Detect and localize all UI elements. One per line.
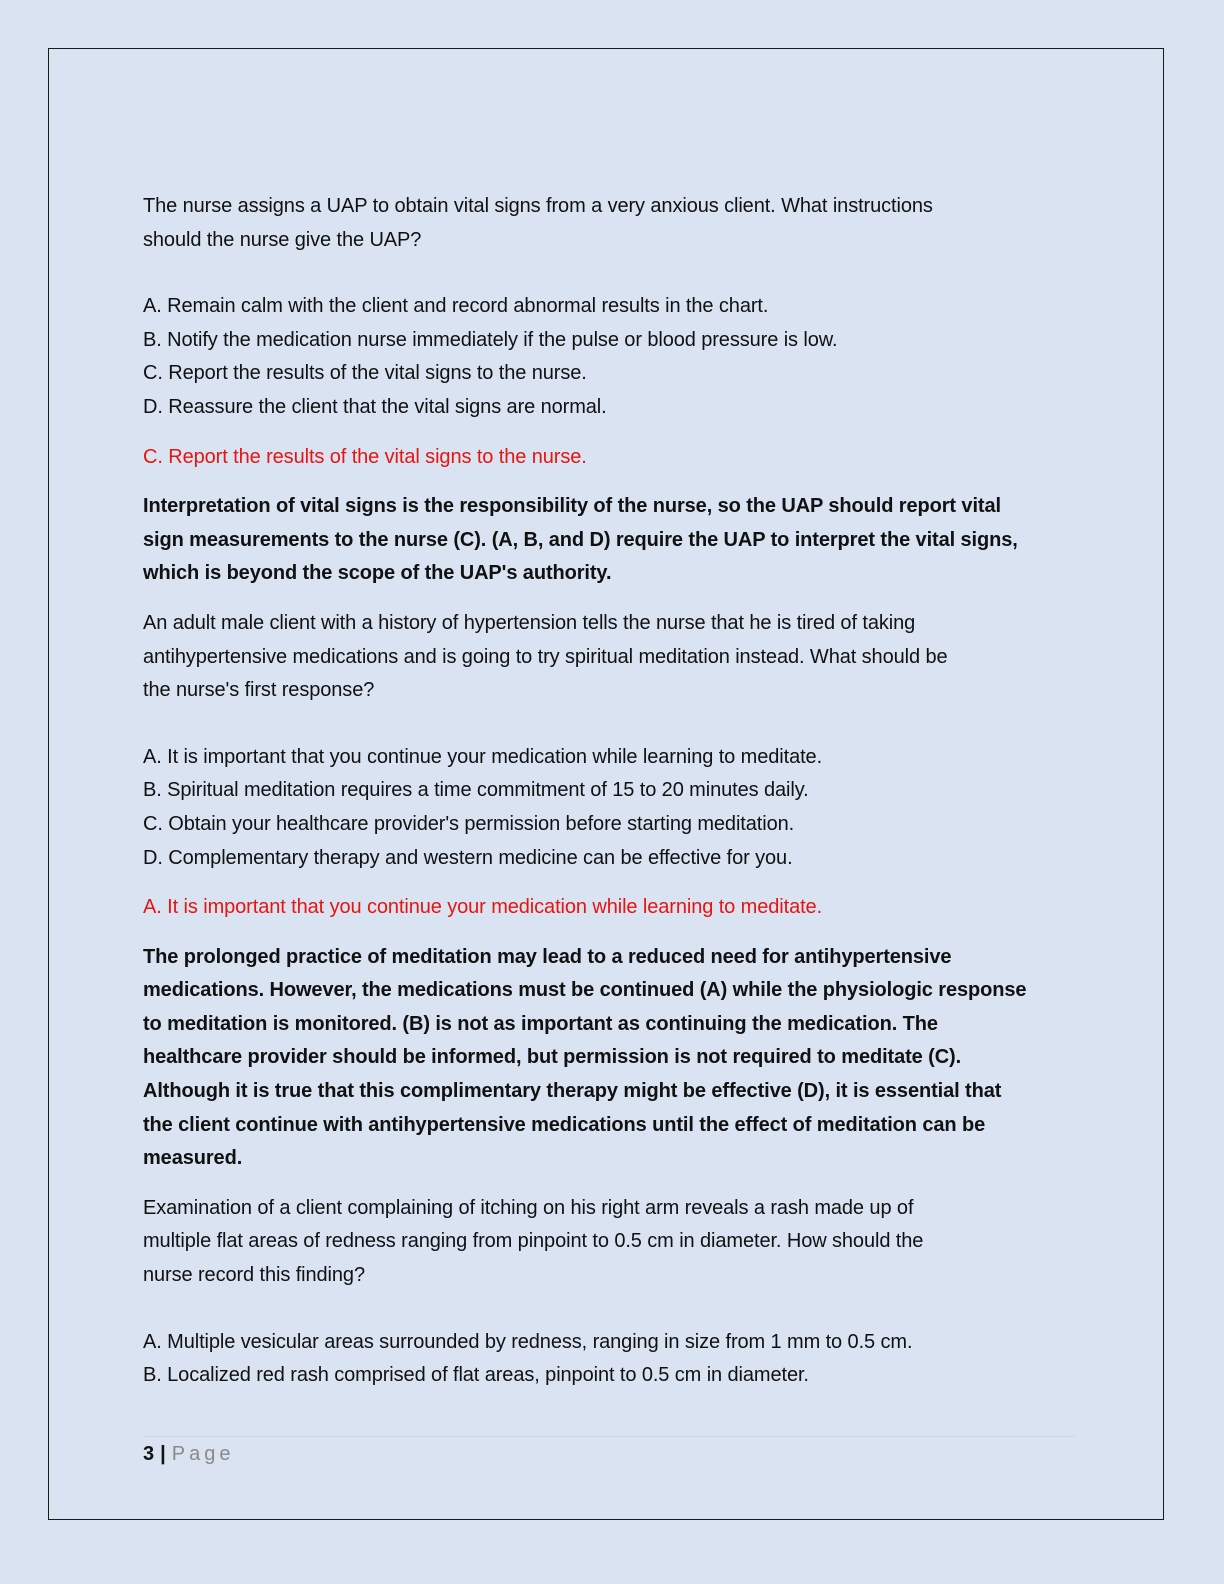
option-a: A. Multiple vesicular areas surrounded by redness, ranging in size from 1 mm to 0.5 cm.	[143, 1330, 913, 1353]
question-stem-line: The nurse assigns a UAP to obtain vital signs from a very anxious client. What instructions	[143, 195, 933, 217]
rationale-line: The prolonged practice of meditation may lead to a reduced need for antihypertensive	[143, 945, 952, 968]
correct-answer: A. It is important that you continue your medication while learning to meditate.	[143, 896, 823, 919]
rationale-line: Interpretation of vital signs is the responsibility of the nurse, so the UAP should report vital	[143, 495, 1001, 518]
rationale	[143, 941, 1078, 1176]
rationale-line: measured.	[143, 1147, 243, 1170]
question-stem-line: the nurse's first response?	[143, 679, 375, 702]
question-1	[143, 190, 1078, 607]
rationale-line: which is beyond the scope of the UAP's authority.	[143, 562, 612, 585]
option-b: B. Notify the medication nurse immediately if the pulse or blood pressure is low.	[143, 328, 838, 351]
correct-answer: C. Report the results of the vital signs to the nurse.	[143, 445, 587, 468]
option-d: D. Reassure the client that the vital signs are normal.	[143, 395, 607, 418]
rationale-line: the client continue with antihypertensive medications until the effect of meditation can be	[143, 1113, 986, 1136]
rationale-line: to meditation is monitored. (B) is not as important as continuing the medication. The	[143, 1012, 938, 1035]
option-b: B. Localized red rash comprised of flat areas, pinpoint to 0.5 cm in diameter.	[143, 1364, 809, 1387]
page-label: Page	[171, 1443, 235, 1465]
footer-divider	[143, 1436, 1075, 1437]
question-stem-line: should the nurse give the UAP?	[143, 228, 422, 251]
option-b: B. Spiritual meditation requires a time commitment of 15 to 20 minutes daily.	[143, 779, 809, 802]
footer-separator: |	[160, 1443, 166, 1465]
question-stem-line: Examination of a client complaining of itching on his right arm reveals a rash made up of	[143, 1196, 914, 1219]
question-3	[143, 1192, 1078, 1393]
question-stem-line: nurse record this finding?	[143, 1264, 365, 1287]
option-c: C. Obtain your healthcare provider's permission before starting meditation.	[143, 812, 795, 835]
rationale-line: healthcare provider should be informed, but permission is not required to meditate (C).	[143, 1046, 962, 1069]
option-d: D. Complementary therapy and western medicine can be effective for you.	[143, 846, 793, 869]
question-stem-line: An adult male client with a history of hypertension tells the nurse that he is tired of taking	[143, 611, 916, 634]
page-number: 3	[143, 1443, 155, 1465]
rationale-line: medications. However, the medications must be continued (A) while the physiologic response	[143, 979, 1027, 1002]
rationale	[143, 490, 1078, 591]
page-footer	[143, 1440, 234, 1468]
rationale-line: Although it is true that this complimentary therapy might be effective (D), it is essential that	[143, 1080, 1002, 1103]
option-a: A. It is important that you continue your medication while learning to meditate.	[143, 745, 823, 768]
document-body	[143, 190, 1078, 1393]
question-stem-line: multiple flat areas of redness ranging from pinpoint to 0.5 cm in diameter. How should the	[143, 1230, 924, 1253]
question-2	[143, 607, 1078, 1192]
rationale-line: sign measurements to the nurse (C). (A, B, and D) require the UAP to interpret the vital signs,	[143, 528, 1018, 551]
option-c: C. Report the results of the vital signs to the nurse.	[143, 362, 587, 385]
option-a: A. Remain calm with the client and record abnormal results in the chart.	[143, 295, 769, 318]
question-stem-line: antihypertensive medications and is going to try spiritual meditation instead. What should be	[143, 645, 948, 668]
